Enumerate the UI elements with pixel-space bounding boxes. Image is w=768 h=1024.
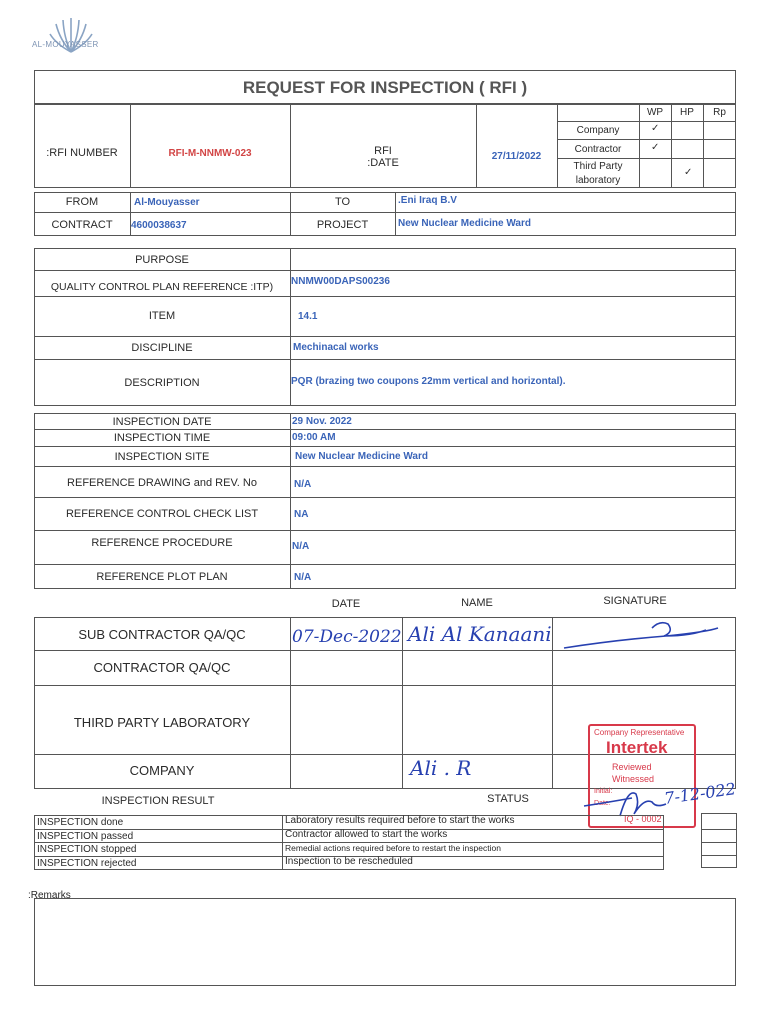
item-label: ITEM <box>148 310 176 322</box>
ref-drawing-value: N/A <box>294 479 312 490</box>
result-stopped-desc: Remedial actions required before to restart the inspection <box>285 843 501 853</box>
col-name-label: NAME <box>461 597 493 609</box>
qcp-value: NNMW00DAPS00236 <box>291 276 390 287</box>
stamp-line-6: Date: <box>594 800 611 807</box>
stamp-line-4: Witnessed <box>612 774 655 784</box>
result-stopped: INSPECTION stopped <box>37 844 137 855</box>
rfi-number-label: :RFI NUMBER <box>46 147 118 159</box>
inspection-date-label: INSPECTION DATE <box>112 416 212 428</box>
result-rejected-desc: Inspection to be rescheduled <box>285 856 413 867</box>
matrix-row-third-party-1: Third Party <box>573 161 623 172</box>
contract-value: 4600038637 <box>131 220 187 231</box>
stamp-line-7: IQ - 0002 <box>624 814 662 824</box>
to-label: TO <box>334 196 351 208</box>
ref-plot-plan-label: REFERENCE PLOT PLAN <box>96 571 228 583</box>
from-label: FROM <box>65 196 99 208</box>
company-name-handwritten: Ali . R <box>410 756 472 780</box>
page-title: REQUEST FOR INSPECTION ( RFI ) <box>242 78 528 97</box>
matrix-row-contractor: Contractor <box>574 144 622 155</box>
discipline-value: Mechinacal works <box>293 342 379 353</box>
status-checkboxes[interactable] <box>701 813 737 868</box>
inspection-site-label: INSPECTION SITE <box>114 451 210 463</box>
contract-label: CONTRACT <box>51 219 113 231</box>
col-signature-label: SIGNATURE <box>603 595 667 607</box>
matrix-header-wp: WP <box>646 107 664 118</box>
remarks-label: :Remarks <box>28 890 71 901</box>
row-contractor: CONTRACTOR QA/QC <box>93 660 231 675</box>
description-value: PQR (brazing two coupons 22mm vertical and horizontal). <box>291 376 566 387</box>
ref-procedure-label: REFERENCE PROCEDURE <box>91 537 233 549</box>
result-done: INSPECTION done <box>37 817 124 828</box>
sub-contractor-date-handwritten: 07-Dec-2022 <box>292 627 402 647</box>
row-sub-contractor: SUB CONTRACTOR QA/QC <box>78 627 246 642</box>
result-passed-desc: Contractor allowed to start the works <box>285 829 448 840</box>
result-rejected: INSPECTION rejected <box>37 858 137 869</box>
rfi-number-value: RFI-M-NNMW-023 <box>168 148 252 159</box>
sub-contractor-signature <box>556 614 722 654</box>
inspection-date-value: 29 Nov. 2022 <box>292 416 352 427</box>
check-company-wp: ✓ <box>651 123 660 134</box>
inspection-result-label: INSPECTION RESULT <box>101 795 215 807</box>
check-contractor-wp: ✓ <box>651 142 660 153</box>
remarks-box[interactable] <box>34 898 736 986</box>
sub-contractor-name-handwritten: Ali Al Kanaani <box>408 622 552 646</box>
item-value: 14.1 <box>298 311 318 322</box>
stamp-line-2: Intertek <box>606 738 668 757</box>
ref-plot-plan-value: N/A <box>294 572 312 583</box>
purpose-label: PURPOSE <box>135 254 189 266</box>
company-logo <box>30 14 112 70</box>
ref-drawing-label: REFERENCE DRAWING and REV. No <box>67 477 257 489</box>
stamp-line-1: Company Representative <box>594 728 685 737</box>
inspection-site-value: New Nuclear Medicine Ward <box>295 451 428 462</box>
to-value: .Eni Iraq B.V <box>398 195 457 206</box>
logo-text: AL-MOUYASSER <box>32 40 99 49</box>
matrix-header-hp: HP <box>680 107 694 118</box>
row-third-party: THIRD PARTY LABORATORY <box>73 715 251 730</box>
matrix-row-company: Company <box>576 125 620 136</box>
rfi-date-label-2: :DATE <box>367 157 399 169</box>
row-company: COMPANY <box>129 763 195 778</box>
stamp-line-5: Initial: <box>594 788 613 795</box>
result-done-desc: Laboratory results required before to start the works <box>285 815 515 826</box>
result-passed: INSPECTION passed <box>37 831 134 842</box>
inspection-time-value: 09:00 AM <box>292 432 336 443</box>
description-label: DESCRIPTION <box>124 377 200 389</box>
project-value: New Nuclear Medicine Ward <box>398 218 531 229</box>
matrix-row-third-party-2: laboratory <box>575 175 621 186</box>
rfi-date-label-1: RFI <box>374 145 392 157</box>
col-date-label: DATE <box>331 598 361 610</box>
project-label: PROJECT <box>316 219 369 231</box>
discipline-label: DISCIPLINE <box>131 342 193 354</box>
matrix-header-rp: Rp <box>713 107 726 118</box>
rfi-date-value: 27/11/2022 <box>491 151 542 162</box>
ref-checklist-label: REFERENCE CONTROL CHECK LIST <box>65 508 259 520</box>
stamp-line-3: Reviewed <box>612 762 652 772</box>
ref-checklist-value: NA <box>294 509 309 520</box>
check-third-party-hp: ✓ <box>684 167 693 178</box>
inspection-time-label: INSPECTION TIME <box>113 432 211 444</box>
ref-procedure-value: N/A <box>292 541 310 552</box>
stamp-date-handwritten: 7-12-022 <box>663 779 737 808</box>
from-value: Al-Mouyasser <box>134 197 200 208</box>
status-label: STATUS <box>487 793 529 805</box>
qcp-label: QUALITY CONTROL PLAN REFERENCE :ITP) <box>50 281 274 293</box>
